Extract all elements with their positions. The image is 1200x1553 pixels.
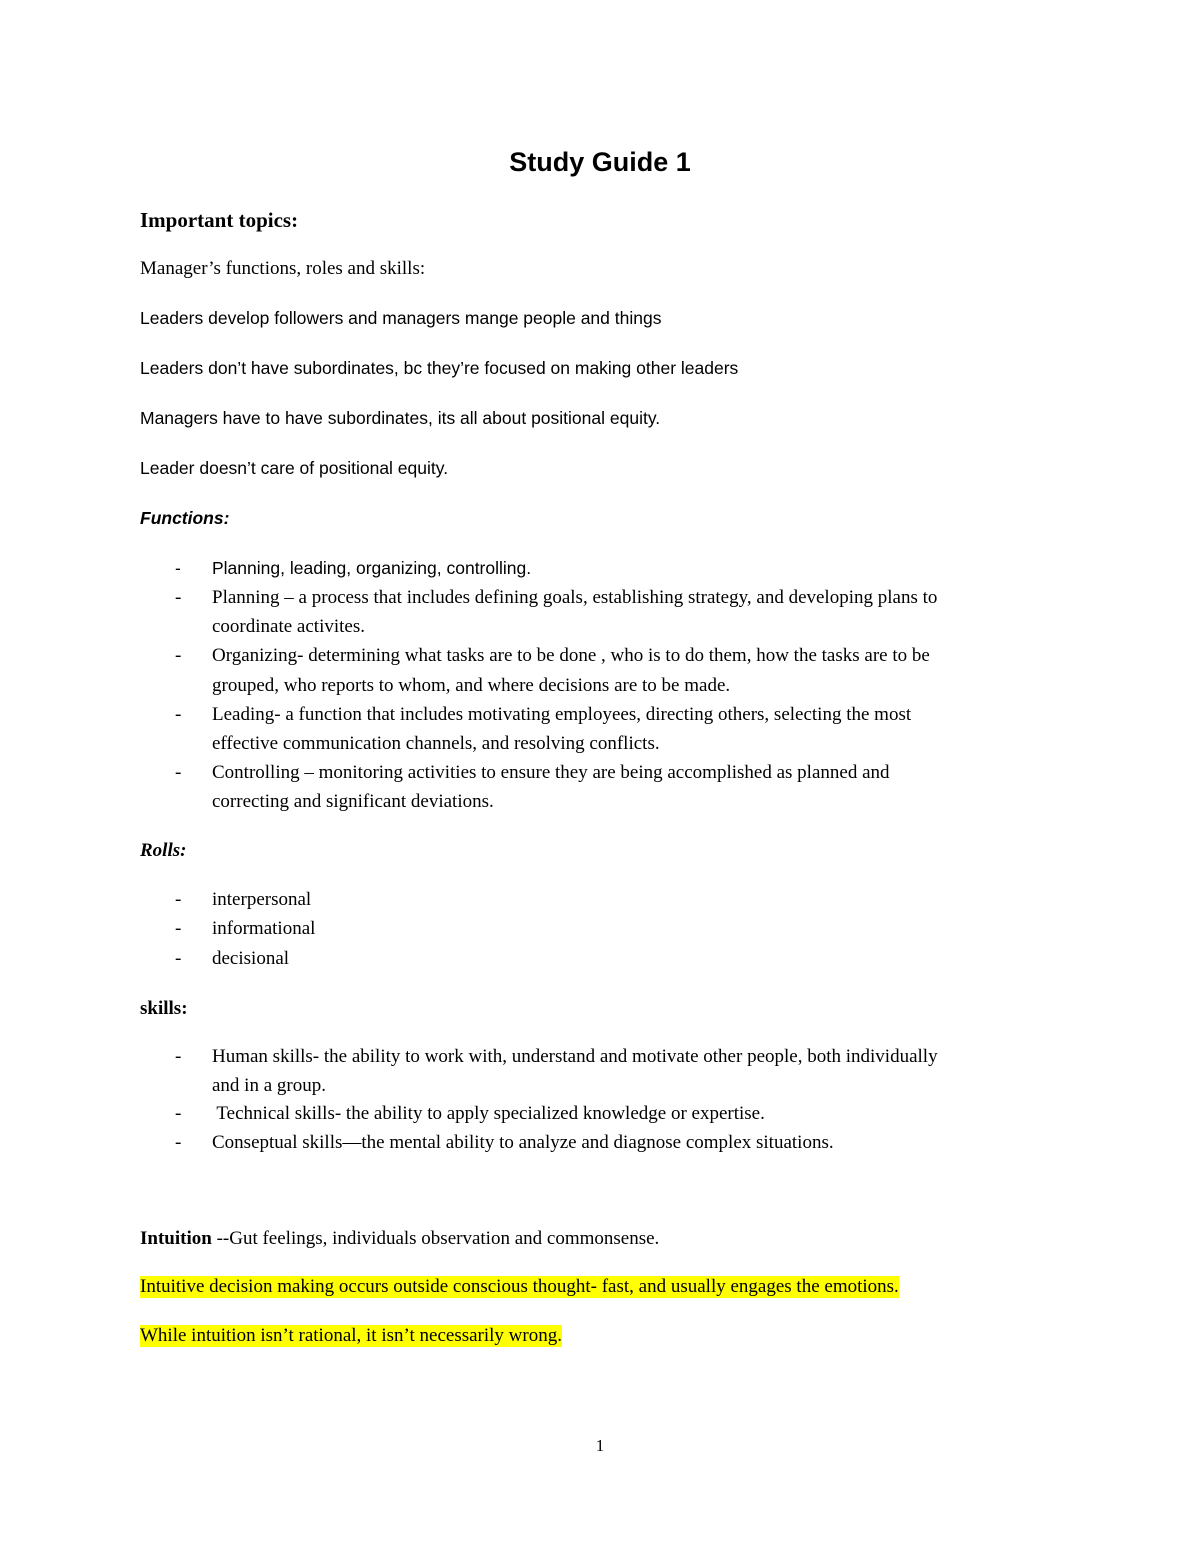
important-topics-heading: Important topics: (140, 208, 299, 232)
leader-line: Leader doesn’t care of positional equity. (140, 458, 449, 478)
list-item: Human skills- the ability to work with, understand and motivate other people, both individually (212, 1046, 938, 1067)
list-item: Controlling – monitoring activities to ensure they are being accomplished as planned and (212, 762, 890, 783)
bullet-dash: - (175, 1132, 182, 1153)
bullet-dash: - (175, 704, 182, 725)
bullet-dash: - (175, 1103, 182, 1124)
intuition-term: Intuition (140, 1228, 212, 1249)
intro-line: Manager’s functions, roles and skills: (140, 258, 426, 279)
highlighted-sentence: While intuition isn’t rational, it isn’t necessarily wrong. (140, 1325, 562, 1346)
list-item: Organizing- determining what tasks are to be done , who is to do them, how the tasks are to be (212, 645, 930, 666)
list-item: Planning, leading, organizing, controlling. (212, 558, 532, 578)
list-item-continuation: grouped, who reports to whom, and where decisions are to be made. (212, 675, 731, 696)
bullet-dash: - (175, 587, 182, 608)
list-item: Conseptual skills—the mental ability to analyze and diagnose complex situations. (212, 1132, 834, 1153)
highlighted-sentence: Intuitive decision making occurs outside conscious thought- fast, and usually engages the emotions. (140, 1276, 899, 1297)
list-item: decisional (212, 948, 290, 969)
skills-label: skills: (140, 998, 188, 1019)
list-item-continuation: and in a group. (212, 1075, 326, 1096)
bullet-dash: - (175, 558, 181, 578)
bullet-dash: - (175, 948, 182, 969)
list-item-continuation: coordinate activites. (212, 616, 365, 637)
leader-line: Leaders develop followers and managers mange people and things (140, 308, 662, 328)
rolls-label: Rolls: (140, 840, 187, 861)
page-number: 1 (595, 1436, 605, 1455)
intuition-definition: --Gut feelings, individuals observation and commonsense. (211, 1228, 660, 1249)
leader-line: Managers have to have subordinates, its all about positional equity. (140, 408, 661, 428)
leader-line: Leaders don’t have subordinates, bc they’re focused on making other leaders (140, 358, 739, 378)
list-item: Planning – a process that includes defining goals, establishing strategy, and developing plans to (212, 587, 938, 608)
bullet-dash: - (175, 918, 182, 939)
list-item-continuation: effective communication channels, and resolving conflicts. (212, 733, 660, 754)
bullet-dash: - (175, 1046, 182, 1067)
list-item: interpersonal (212, 889, 312, 910)
list-item-continuation: correcting and significant deviations. (212, 791, 494, 812)
bullet-dash: - (175, 762, 182, 783)
list-item: Leading- a function that includes motivating employees, directing others, selecting the most (212, 704, 912, 725)
bullet-dash: - (175, 889, 182, 910)
bullet-dash: - (175, 645, 182, 666)
functions-label: Functions: (140, 508, 230, 528)
page-title: Study Guide 1 (509, 147, 691, 177)
intuition-paragraph (140, 1228, 659, 1250)
list-item: Technical skills- the ability to apply specialized knowledge or expertise. (212, 1103, 765, 1124)
list-item: informational (212, 918, 316, 939)
